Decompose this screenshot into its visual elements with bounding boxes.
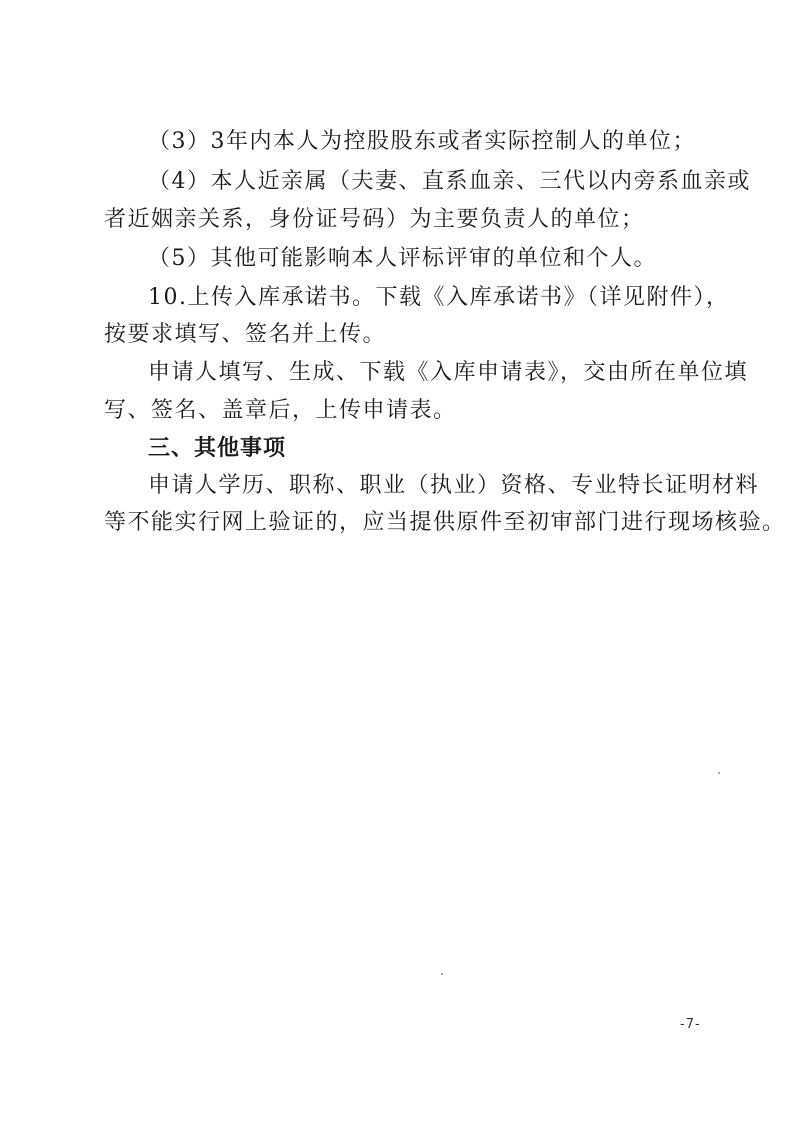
paragraph-application-start: 申请人填写、生成、下载《入库申请表》，交由所在单位填 [148,360,749,385]
section-heading: 三、其他事项 [148,436,287,461]
paragraph-line-5: （5）其他可能影响本人评标评审的单位和个人。 [148,246,657,271]
paragraph-line-4-end: 者近姻亲关系，身份证号码）为主要负责人的单位； [104,207,645,232]
scan-speck [718,772,720,774]
paragraph-application-end: 写、签名、盖章后，上传申请表。 [104,398,457,423]
paragraph-other-start: 申请人学历、职称、职业（执业）资格、专业特长证明材料 [148,473,760,498]
paragraph-line-3: （3）3年内本人为控股股东或者实际控制人的单位； [148,129,696,154]
paragraph-item-10-end: 按要求填写、签名并上传。 [104,322,387,347]
paragraph-item-10-start: 10.上传入库承诺书。下载《入库承诺书》（详见附件）， [148,285,730,310]
page-number: -7- [680,1017,701,1032]
paragraph-line-4-start: （4）本人近亲属（夫妻、直系血亲、三代以内旁系血亲或 [148,169,751,194]
scan-speck [441,973,443,975]
paragraph-other-end: 等不能实行网上验证的，应当提供原件至初审部门进行现场核验。 [104,510,786,535]
